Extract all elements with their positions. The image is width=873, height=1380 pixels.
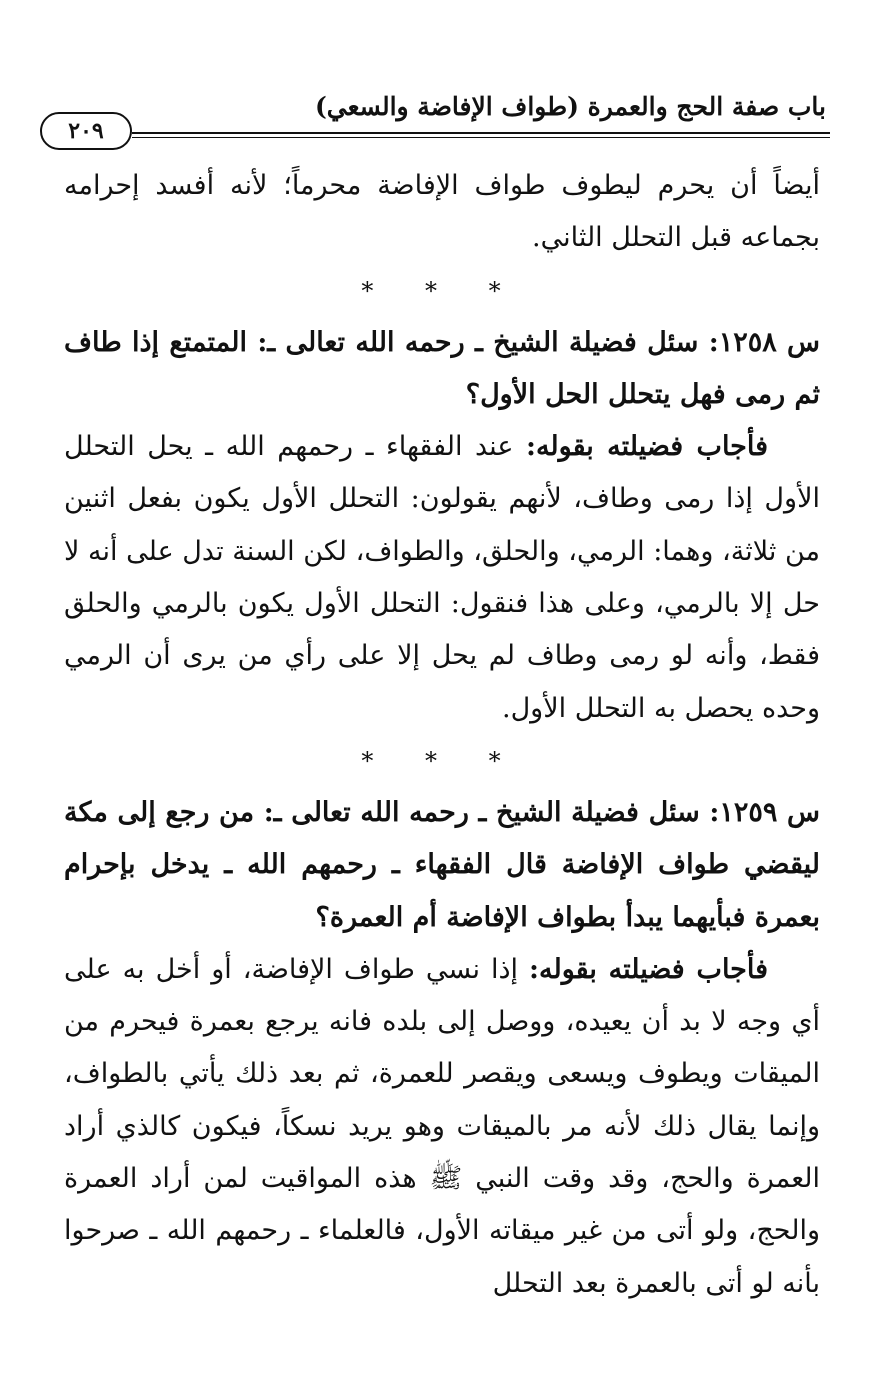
continuation-paragraph: أيضاً أن يحرم ليطوف طواف الإفاضة محرماً؛ لأنه أفسد إحرامه بجماعه قبل التحلل الثاني.: [64, 170, 820, 254]
section-separator: * * *: [361, 276, 523, 305]
question-1259: س ١٢٥٩: سئل فضيلة الشيخ ـ رحمه الله تعالى ـ: من رجع إلى مكة ليقضي طواف الإفاضة قال الفقهاء ـ رحمهم الله ـ يدخل بإحرام بعمرة فبأيهما يبدأ بطواف الإفاضة أم العمرة؟: [64, 796, 820, 933]
page-body: [64, 160, 820, 1310]
answer-1259: [64, 944, 820, 1310]
answer-lead-1258: فأجاب فضيلته بقوله:: [525, 431, 768, 463]
answer-lead-1259: فأجاب فضيلته بقوله:: [529, 953, 768, 985]
answer-text-1259: إذا نسي طواف الإفاضة، أو أخل به على أي وجه لا بد أن يعيده، ووصل إلى بلده فانه يرجع بعمرة فيحرم من الميقات ويطوف ويسعى ويقصر للعمرة، ثم بعد ذلك يأتي بالطواف، وإنما يقال ذلك لأنه مر بالميقات وهو يريد نسكاً، فيكون كالذي أراد العمرة والحج، وقد وقت النبي ﷺ هذه المواقيت لمن أراد العمرة والحج، ولو أتى من غير ميقاته الأول، فالعلماء ـ رحمهم الله ـ صرحوا بأنه لو أتى بالعمرة بعد التحلل: [64, 953, 820, 1299]
question-1258: س ١٢٥٨: سئل فضيلة الشيخ ـ رحمه الله تعالى ـ: المتمتع إذا طاف ثم رمى فهل يتحلل الحل الأول؟: [64, 326, 820, 410]
page-header: [40, 88, 830, 148]
chapter-title: باب صفة الحج والعمرة (طواف الإفاضة والسعي): [314, 92, 826, 121]
answer-1258: [64, 421, 820, 735]
answer-text-1258: عند الفقهاء ـ رحمهم الله ـ يحل التحلل الأول إذا رمى وطاف، لأنهم يقولون: التحلل الأول يكون بفعل اثنين من ثلاثة، وهما: الرمي، والحلق، والطواف، لكن السنة تدل على أنه لا حل إلا بالرمي، وعلى هذا فنقول: التحلل الأول يكون بالرمي والحلق فقط، وأنه لو رمى وطاف لم يحل إلا على رأي من يرى أن الرمي وحده يحصل به التحلل الأول.: [64, 431, 820, 724]
header-rule: [132, 132, 830, 138]
page-number: ٢٠٩: [40, 112, 132, 150]
section-separator-2: * * *: [361, 746, 523, 775]
